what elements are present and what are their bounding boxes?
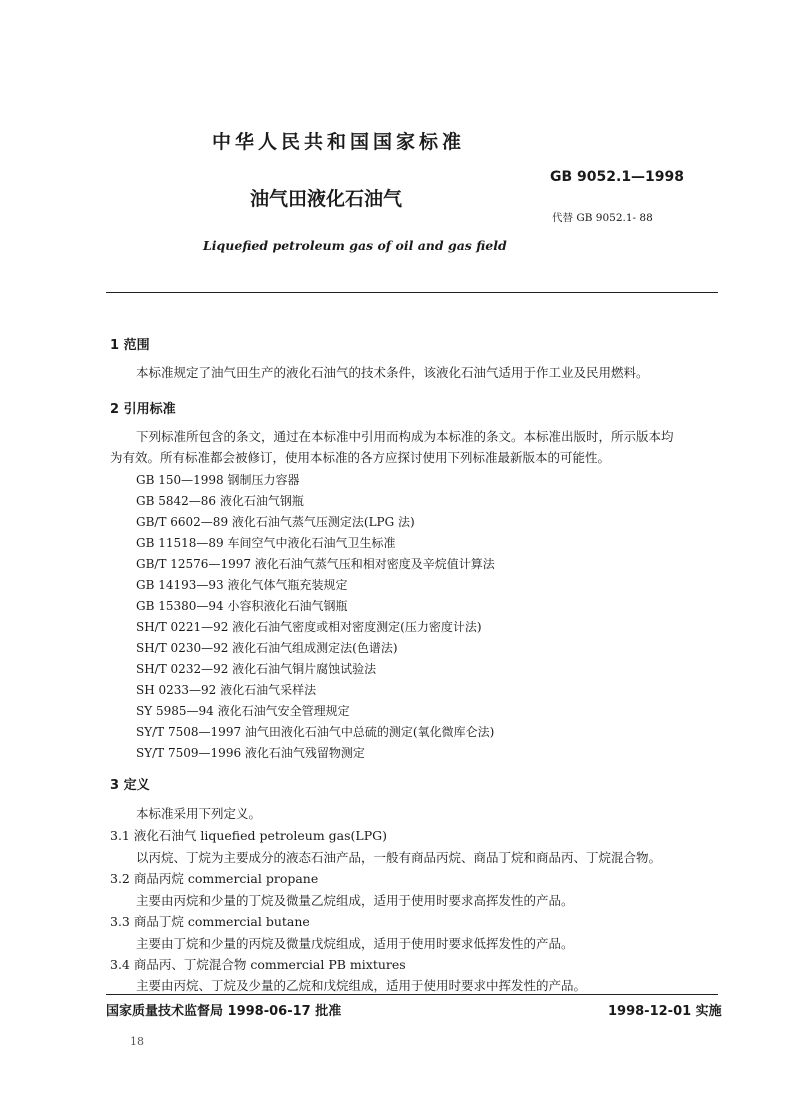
implementation-date: 1998-12-01 实施 <box>608 1004 722 1019</box>
reference-item: GB/T 6602—89 液化石油气蒸气压测定法(LPG 法) <box>136 515 415 529</box>
definition-3-2-title: 3.2 商品丙烷 commercial propane <box>110 871 319 886</box>
page-number: 18 <box>130 1035 144 1048</box>
footer-divider <box>106 994 718 995</box>
reference-item: GB 15380—94 小容积液化石油气钢瓶 <box>136 599 348 613</box>
reference-item: SY/T 7508—1997 油气田液化石油气中总硫的测定(氧化微库仑法) <box>136 725 495 739</box>
reference-item: SH/T 0221—92 液化石油气密度或相对密度测定(压力密度计法) <box>136 620 482 634</box>
reference-item: SH/T 0230—92 液化石油气组成测定法(色谱法) <box>136 641 398 655</box>
reference-item: GB 11518—89 车间空气中液化石油气卫生标准 <box>136 536 396 550</box>
definition-3-3-text: 主要由丁烷和少量的丙烷及微量戊烷组成，适用于使用时要求低挥发性的产品。 <box>136 936 574 951</box>
document-title-cn: 油气田液化石油气 <box>250 188 403 210</box>
section-3-intro: 本标准采用下列定义。 <box>136 806 262 821</box>
reference-item: GB 150—1998 钢制压力容器 <box>136 473 300 487</box>
section-3-heading: 3 定义 <box>110 778 150 793</box>
header-divider <box>106 292 718 293</box>
definition-3-1-title: 3.1 液化石油气 liquefied petroleum gas(LPG) <box>110 828 387 843</box>
approval-date: 国家质量技术监督局 1998-06-17 批准 <box>106 1004 342 1019</box>
section-2-intro-line-2: 为有效。所有标准都会被修订，使用本标准的各方应探讨使用下列标准最新版本的可能性。 <box>110 450 611 465</box>
replaces-note: 代替 GB 9052.1- 88 <box>552 212 653 224</box>
definition-3-2-text: 主要由丙烷和少量的丁烷及微量乙烷组成，适用于使用时要求高挥发性的产品。 <box>136 893 574 908</box>
reference-item: GB 5842—86 液化石油气钢瓶 <box>136 494 304 508</box>
reference-item: GB/T 12576—1997 液化石油气蒸气压和相对密度及辛烷值计算法 <box>136 557 495 571</box>
reference-item: SH/T 0232—92 液化石油气铜片腐蚀试验法 <box>136 662 377 676</box>
reference-item: SY/T 7509—1996 液化石油气残留物测定 <box>136 746 365 760</box>
reference-item: GB 14193—93 液化气体气瓶充装规定 <box>136 578 348 592</box>
definition-3-3-title: 3.3 商品丁烷 commercial butane <box>110 914 310 929</box>
reference-item: SH 0233—92 液化石油气采样法 <box>136 683 317 697</box>
section-1-heading: 1 范围 <box>110 338 150 353</box>
definition-3-4-text: 主要由丙烷、丁烷及少量的乙烷和戊烷组成，适用于使用时要求中挥发性的产品。 <box>136 978 587 993</box>
reference-item: SY 5985—94 液化石油气安全管理规定 <box>136 704 350 718</box>
section-1-text: 本标准规定了油气田生产的液化石油气的技术条件，该液化石油气适用于作工业及民用燃料。 <box>136 365 649 380</box>
standard-number: GB 9052.1—1998 <box>550 169 685 185</box>
section-2-heading: 2 引用标准 <box>110 402 176 417</box>
national-standard-heading: 中华人民共和国国家标准 <box>212 131 466 153</box>
definition-3-4-title: 3.4 商品丙、丁烷混合物 commercial PB mixtures <box>110 957 406 972</box>
section-2-intro-line-1: 下列标准所包含的条文，通过在本标准中引用而构成为本标准的条文。本标准出版时，所示版本均 <box>136 429 674 444</box>
definition-3-1-text: 以丙烷、丁烷为主要成分的液态石油产品，一般有商品丙烷、商品丁烷和商品丙、丁烷混合物。 <box>136 850 662 865</box>
document-title-en: Liquefied petroleum gas of oil and gas field <box>203 238 507 253</box>
